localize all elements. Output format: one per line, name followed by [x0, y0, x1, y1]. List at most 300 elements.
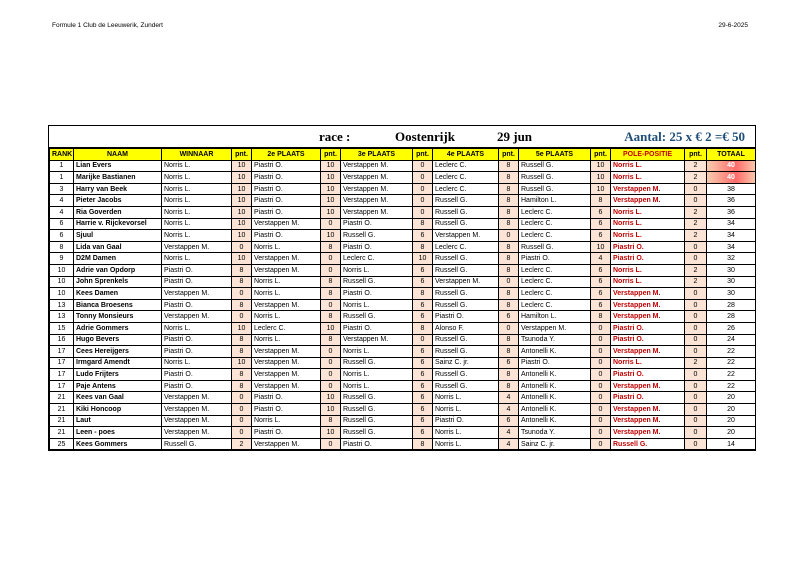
cell-pole: Norris L.	[611, 276, 685, 288]
table-row	[50, 206, 756, 218]
cell-pnt: 8	[499, 369, 519, 381]
cell-pnt: 8	[413, 241, 433, 253]
cell-pole: Norris L.	[611, 172, 685, 184]
cell-plaats-2: Verstappen M.	[252, 264, 321, 276]
cell-totaal: 26	[707, 322, 756, 334]
cell-pnt: 0	[321, 380, 341, 392]
cell-pnt: 0	[413, 172, 433, 184]
cell-rank: 10	[50, 276, 74, 288]
col-naam: NAAM	[74, 149, 162, 161]
cell-plaats-2: Norris L.	[252, 288, 321, 300]
cell-plaats-3: Verstappen M.	[341, 206, 413, 218]
race-date: 29 jun	[497, 129, 533, 144]
cell-pnt: 8	[499, 334, 519, 346]
cell-plaats-2: Piastri O.	[252, 392, 321, 404]
cell-plaats-5: Russell G.	[519, 160, 591, 172]
cell-pnt: 10	[321, 195, 341, 207]
table-row	[50, 357, 756, 369]
cell-naam: Kiki Honcoop	[74, 404, 162, 416]
cell-plaats-3: Russell G.	[341, 230, 413, 242]
cell-rank: 21	[50, 427, 74, 439]
cell-plaats-3: Russell G.	[341, 357, 413, 369]
cell-pnt: 4	[499, 392, 519, 404]
cell-naam: Harry van Beek	[74, 183, 162, 195]
cell-winnaar: Verstappen M.	[162, 415, 232, 427]
cell-rank: 13	[50, 311, 74, 323]
cell-totaal: 20	[707, 404, 756, 416]
cell-pnt: 8	[499, 380, 519, 392]
participants-total: Aantal: 25 x € 2 =€ 50	[624, 129, 745, 144]
cell-plaats-4: Russell G.	[433, 380, 499, 392]
cell-totaal: 40	[707, 160, 756, 172]
table-row	[50, 322, 756, 334]
cell-naam: Ludo Frijters	[74, 369, 162, 381]
cell-pole: Piastri O.	[611, 253, 685, 265]
cell-pnt: 0	[685, 380, 707, 392]
cell-naam: Lida van Gaal	[74, 241, 162, 253]
cell-pnt: 6	[413, 264, 433, 276]
cell-rank: 1	[50, 160, 74, 172]
cell-pnt: 0	[413, 195, 433, 207]
cell-plaats-5: Antonelli K.	[519, 380, 591, 392]
cell-pnt: 0	[591, 322, 611, 334]
table-row	[50, 253, 756, 265]
cell-pnt: 2	[685, 357, 707, 369]
table-row	[50, 299, 756, 311]
cell-winnaar: Piastri O.	[162, 299, 232, 311]
cell-plaats-2: Verstappen M.	[252, 218, 321, 230]
col-pnt: pnt.	[499, 149, 519, 161]
col-4e-plaats: 4e PLAATS	[433, 149, 499, 161]
table-row	[50, 415, 756, 427]
cell-plaats-3: Norris L.	[341, 299, 413, 311]
col-pnt: pnt.	[232, 149, 252, 161]
race-location: Oostenrijk	[395, 129, 455, 144]
cell-rank: 13	[50, 299, 74, 311]
cell-plaats-4: Verstappen M.	[433, 230, 499, 242]
cell-totaal: 22	[707, 357, 756, 369]
cell-plaats-2: Verstappen M.	[252, 299, 321, 311]
cell-totaal: 38	[707, 183, 756, 195]
cell-pnt: 8	[499, 206, 519, 218]
cell-pnt: 8	[232, 276, 252, 288]
cell-winnaar: Piastri O.	[162, 276, 232, 288]
cell-pole: Verstappen M.	[611, 183, 685, 195]
cell-pnt: 10	[232, 230, 252, 242]
cell-plaats-3: Piastri O.	[341, 218, 413, 230]
table-row	[50, 241, 756, 253]
cell-plaats-5: Leclerc C.	[519, 264, 591, 276]
cell-pnt: 8	[591, 195, 611, 207]
cell-naam: Marijke Bastianen	[74, 172, 162, 184]
cell-pole: Verstappen M.	[611, 311, 685, 323]
cell-pnt: 10	[321, 230, 341, 242]
cell-plaats-4: Russell G.	[433, 346, 499, 358]
cell-pnt: 0	[232, 288, 252, 300]
cell-pole: Piastri O.	[611, 322, 685, 334]
cell-plaats-3: Verstappen M.	[341, 195, 413, 207]
cell-rank: 9	[50, 253, 74, 265]
cell-naam: Hugo Bevers	[74, 334, 162, 346]
cell-plaats-3: Verstappen M.	[341, 160, 413, 172]
col-pnt: pnt.	[591, 149, 611, 161]
cell-pnt: 8	[321, 415, 341, 427]
cell-plaats-5: Russell G.	[519, 183, 591, 195]
table-row	[50, 218, 756, 230]
cell-rank: 4	[50, 195, 74, 207]
cell-pnt: 0	[685, 346, 707, 358]
cell-rank: 3	[50, 183, 74, 195]
cell-pnt: 8	[321, 276, 341, 288]
cell-naam: Adrie Gommers	[74, 322, 162, 334]
cell-plaats-2: Piastri O.	[252, 160, 321, 172]
cell-pnt: 10	[232, 253, 252, 265]
cell-naam: D2M Damen	[74, 253, 162, 265]
cell-pnt: 2	[685, 206, 707, 218]
cell-pnt: 6	[499, 415, 519, 427]
cell-pole: Verstappen M.	[611, 346, 685, 358]
table-row	[50, 264, 756, 276]
cell-pnt: 8	[413, 218, 433, 230]
cell-pnt: 0	[685, 427, 707, 439]
cell-naam: Laut	[74, 415, 162, 427]
cell-pnt: 6	[499, 357, 519, 369]
cell-pole: Verstappen M.	[611, 404, 685, 416]
cell-pnt: 10	[232, 322, 252, 334]
cell-plaats-2: Piastri O.	[252, 427, 321, 439]
cell-winnaar: Norris L.	[162, 322, 232, 334]
cell-plaats-4: Norris L.	[433, 392, 499, 404]
header-row	[50, 149, 756, 161]
cell-plaats-3: Russell G.	[341, 415, 413, 427]
cell-pnt: 0	[591, 334, 611, 346]
col-3e-plaats: 3e PLAATS	[341, 149, 413, 161]
cell-winnaar: Norris L.	[162, 230, 232, 242]
cell-plaats-4: Verstappen M.	[433, 276, 499, 288]
cell-pole: Verstappen M.	[611, 427, 685, 439]
table-row	[50, 276, 756, 288]
cell-rank: 1	[50, 172, 74, 184]
cell-plaats-5: Sainz C. jr.	[519, 438, 591, 450]
cell-pnt: 0	[591, 380, 611, 392]
cell-pnt: 0	[685, 438, 707, 450]
cell-pnt: 10	[321, 392, 341, 404]
cell-pnt: 10	[232, 160, 252, 172]
cell-pnt: 10	[413, 253, 433, 265]
col-totaal: TOTAAL	[707, 149, 756, 161]
cell-plaats-2: Verstappen M.	[252, 346, 321, 358]
cell-pole: Verstappen M.	[611, 380, 685, 392]
cell-pnt: 0	[591, 392, 611, 404]
cell-pnt: 0	[591, 415, 611, 427]
table-row	[50, 369, 756, 381]
cell-totaal: 36	[707, 206, 756, 218]
col-pnt: pnt.	[413, 149, 433, 161]
cell-plaats-5: Leclerc C.	[519, 276, 591, 288]
cell-rank: 10	[50, 288, 74, 300]
cell-pnt: 0	[232, 392, 252, 404]
cell-plaats-5: Russell G.	[519, 172, 591, 184]
cell-plaats-4: Russell G.	[433, 369, 499, 381]
cell-rank: 17	[50, 346, 74, 358]
cell-pnt: 8	[499, 288, 519, 300]
cell-plaats-2: Norris L.	[252, 415, 321, 427]
cell-pnt: 0	[685, 404, 707, 416]
cell-pnt: 2	[685, 264, 707, 276]
cell-pole: Norris L.	[611, 160, 685, 172]
cell-pnt: 6	[591, 299, 611, 311]
cell-plaats-2: Piastri O.	[252, 183, 321, 195]
cell-plaats-2: Norris L.	[252, 334, 321, 346]
cell-plaats-3: Piastri O.	[341, 322, 413, 334]
results-body	[50, 160, 756, 450]
cell-pnt: 0	[321, 357, 341, 369]
cell-winnaar: Norris L.	[162, 206, 232, 218]
cell-plaats-2: Norris L.	[252, 276, 321, 288]
cell-pnt: 6	[591, 206, 611, 218]
cell-pnt: 0	[685, 183, 707, 195]
title-bar	[49, 126, 755, 148]
cell-plaats-5: Antonelli K.	[519, 404, 591, 416]
cell-winnaar: Piastri O.	[162, 369, 232, 381]
cell-winnaar: Russell G.	[162, 438, 232, 450]
cell-pnt: 8	[232, 369, 252, 381]
cell-pnt: 0	[685, 334, 707, 346]
cell-pnt: 0	[685, 311, 707, 323]
cell-pnt: 8	[413, 438, 433, 450]
cell-pnt: 0	[591, 404, 611, 416]
cell-rank: 21	[50, 392, 74, 404]
cell-winnaar: Piastri O.	[162, 264, 232, 276]
cell-pnt: 8	[232, 264, 252, 276]
col-pnt: pnt.	[321, 149, 341, 161]
cell-totaal: 14	[707, 438, 756, 450]
cell-pnt: 6	[591, 288, 611, 300]
cell-pnt: 6	[413, 357, 433, 369]
cell-pnt: 6	[499, 311, 519, 323]
cell-totaal: 22	[707, 346, 756, 358]
cell-pole: Piastri O.	[611, 334, 685, 346]
cell-plaats-5: Verstappen M.	[519, 322, 591, 334]
cell-pole: Verstappen M.	[611, 195, 685, 207]
cell-plaats-2: Piastri O.	[252, 195, 321, 207]
cell-winnaar: Verstappen M.	[162, 311, 232, 323]
cell-plaats-4: Piastri O.	[433, 415, 499, 427]
cell-pnt: 6	[591, 276, 611, 288]
cell-naam: Bianca Broesens	[74, 299, 162, 311]
cell-pnt: 0	[685, 195, 707, 207]
cell-pnt: 10	[591, 183, 611, 195]
cell-plaats-2: Verstappen M.	[252, 380, 321, 392]
cell-plaats-2: Verstappen M.	[252, 369, 321, 381]
cell-pnt: 10	[591, 172, 611, 184]
cell-pnt: 6	[413, 346, 433, 358]
cell-plaats-5: Antonelli K.	[519, 415, 591, 427]
cell-pnt: 0	[413, 160, 433, 172]
cell-pnt: 10	[321, 183, 341, 195]
cell-plaats-4: Russell G.	[433, 264, 499, 276]
cell-pnt: 2	[685, 230, 707, 242]
cell-plaats-3: Norris L.	[341, 346, 413, 358]
cell-totaal: 20	[707, 415, 756, 427]
cell-pole: Norris L.	[611, 357, 685, 369]
cell-plaats-3: Piastri O.	[341, 438, 413, 450]
cell-rank: 17	[50, 369, 74, 381]
cell-plaats-5: Tsunoda Y.	[519, 427, 591, 439]
cell-pole: Piastri O.	[611, 369, 685, 381]
cell-pnt: 0	[321, 264, 341, 276]
cell-totaal: 30	[707, 288, 756, 300]
cell-plaats-2: Piastri O.	[252, 230, 321, 242]
col-pnt: pnt.	[685, 149, 707, 161]
cell-pnt: 0	[591, 427, 611, 439]
cell-naam: Kees Damen	[74, 288, 162, 300]
table-row	[50, 380, 756, 392]
cell-plaats-2: Verstappen M.	[252, 357, 321, 369]
cell-pnt: 2	[685, 276, 707, 288]
cell-plaats-4: Leclerc C.	[433, 172, 499, 184]
cell-plaats-2: Verstappen M.	[252, 253, 321, 265]
cell-plaats-3: Piastri O.	[341, 288, 413, 300]
cell-plaats-4: Russell G.	[433, 299, 499, 311]
cell-pnt: 6	[413, 369, 433, 381]
cell-pnt: 8	[321, 288, 341, 300]
cell-plaats-3: Russell G.	[341, 427, 413, 439]
cell-rank: 21	[50, 404, 74, 416]
cell-pnt: 0	[499, 276, 519, 288]
cell-plaats-2: Norris L.	[252, 241, 321, 253]
table-row	[50, 346, 756, 358]
cell-pnt: 0	[685, 369, 707, 381]
cell-pnt: 0	[321, 369, 341, 381]
cell-pnt: 0	[232, 241, 252, 253]
cell-plaats-4: Piastri O.	[433, 311, 499, 323]
cell-plaats-4: Russell G.	[433, 334, 499, 346]
cell-plaats-4: Norris L.	[433, 404, 499, 416]
cell-plaats-5: Antonelli K.	[519, 346, 591, 358]
cell-pnt: 6	[591, 230, 611, 242]
cell-naam: Adrie van Opdorp	[74, 264, 162, 276]
cell-pnt: 0	[232, 404, 252, 416]
table-row	[50, 288, 756, 300]
table-row	[50, 427, 756, 439]
cell-plaats-3: Verstappen M.	[341, 183, 413, 195]
cell-totaal: 22	[707, 380, 756, 392]
table-row	[50, 334, 756, 346]
cell-pole: Norris L.	[611, 218, 685, 230]
race-label: race :	[319, 129, 351, 144]
cell-pnt: 10	[232, 357, 252, 369]
table-row	[50, 172, 756, 184]
cell-totaal: 40	[707, 172, 756, 184]
cell-totaal: 32	[707, 253, 756, 265]
cell-pnt: 10	[232, 195, 252, 207]
cell-plaats-3: Leclerc C.	[341, 253, 413, 265]
cell-winnaar: Piastri O.	[162, 380, 232, 392]
cell-totaal: 30	[707, 276, 756, 288]
cell-pnt: 6	[413, 427, 433, 439]
cell-pnt: 8	[591, 311, 611, 323]
cell-plaats-5: Hamilton L.	[519, 311, 591, 323]
cell-pnt: 8	[499, 253, 519, 265]
cell-naam: Irmgard Amendt	[74, 357, 162, 369]
cell-rank: 6	[50, 218, 74, 230]
cell-plaats-4: Russell G.	[433, 288, 499, 300]
cell-winnaar: Norris L.	[162, 160, 232, 172]
cell-naam: Paje Antens	[74, 380, 162, 392]
cell-plaats-5: Leclerc C.	[519, 206, 591, 218]
cell-pnt: 4	[499, 438, 519, 450]
cell-pnt: 8	[232, 346, 252, 358]
cell-pnt: 2	[685, 160, 707, 172]
cell-winnaar: Norris L.	[162, 218, 232, 230]
cell-pole: Norris L.	[611, 230, 685, 242]
cell-plaats-3: Piastri O.	[341, 241, 413, 253]
table-row	[50, 195, 756, 207]
cell-pnt: 0	[685, 415, 707, 427]
cell-pnt: 6	[413, 404, 433, 416]
cell-plaats-3: Norris L.	[341, 380, 413, 392]
cell-winnaar: Norris L.	[162, 172, 232, 184]
cell-pnt: 8	[232, 299, 252, 311]
cell-naam: Leen - poes	[74, 427, 162, 439]
cell-naam: Ria Goverden	[74, 206, 162, 218]
cell-pnt: 0	[685, 322, 707, 334]
cell-plaats-2: Piastri O.	[252, 206, 321, 218]
cell-naam: John Sprenkels	[74, 276, 162, 288]
cell-pnt: 0	[685, 288, 707, 300]
col-rank: RANK	[50, 149, 74, 161]
cell-pnt: 0	[685, 299, 707, 311]
cell-totaal: 36	[707, 195, 756, 207]
cell-winnaar: Verstappen M.	[162, 392, 232, 404]
cell-pole: Norris L.	[611, 206, 685, 218]
results-table	[49, 148, 756, 450]
cell-plaats-3: Russell G.	[341, 392, 413, 404]
cell-pnt: 8	[499, 218, 519, 230]
col-winnaar: WINNAAR	[162, 149, 232, 161]
cell-pnt: 0	[232, 415, 252, 427]
cell-pnt: 8	[413, 322, 433, 334]
cell-pnt: 10	[591, 241, 611, 253]
cell-plaats-4: Norris L.	[433, 427, 499, 439]
cell-pole: Verstappen M.	[611, 288, 685, 300]
cell-naam: Tonny Monsieurs	[74, 311, 162, 323]
cell-pnt: 2	[685, 218, 707, 230]
cell-pnt: 8	[321, 241, 341, 253]
cell-pnt: 6	[413, 415, 433, 427]
cell-pole: Russell G.	[611, 438, 685, 450]
cell-totaal: 34	[707, 218, 756, 230]
cell-pnt: 10	[321, 322, 341, 334]
cell-plaats-3: Verstappen M.	[341, 172, 413, 184]
cell-rank: 21	[50, 415, 74, 427]
cell-pnt: 10	[232, 218, 252, 230]
cell-plaats-3: Verstappen M.	[341, 334, 413, 346]
cell-pnt: 8	[413, 288, 433, 300]
cell-plaats-3: Norris L.	[341, 264, 413, 276]
cell-pnt: 8	[499, 183, 519, 195]
cell-pnt: 8	[232, 380, 252, 392]
cell-plaats-5: Piastri O.	[519, 253, 591, 265]
cell-pnt: 6	[413, 276, 433, 288]
cell-pnt: 8	[499, 195, 519, 207]
cell-pnt: 6	[413, 230, 433, 242]
cell-pnt: 8	[499, 160, 519, 172]
cell-plaats-2: Leclerc C.	[252, 322, 321, 334]
cell-pnt: 0	[591, 369, 611, 381]
cell-pnt: 6	[413, 311, 433, 323]
